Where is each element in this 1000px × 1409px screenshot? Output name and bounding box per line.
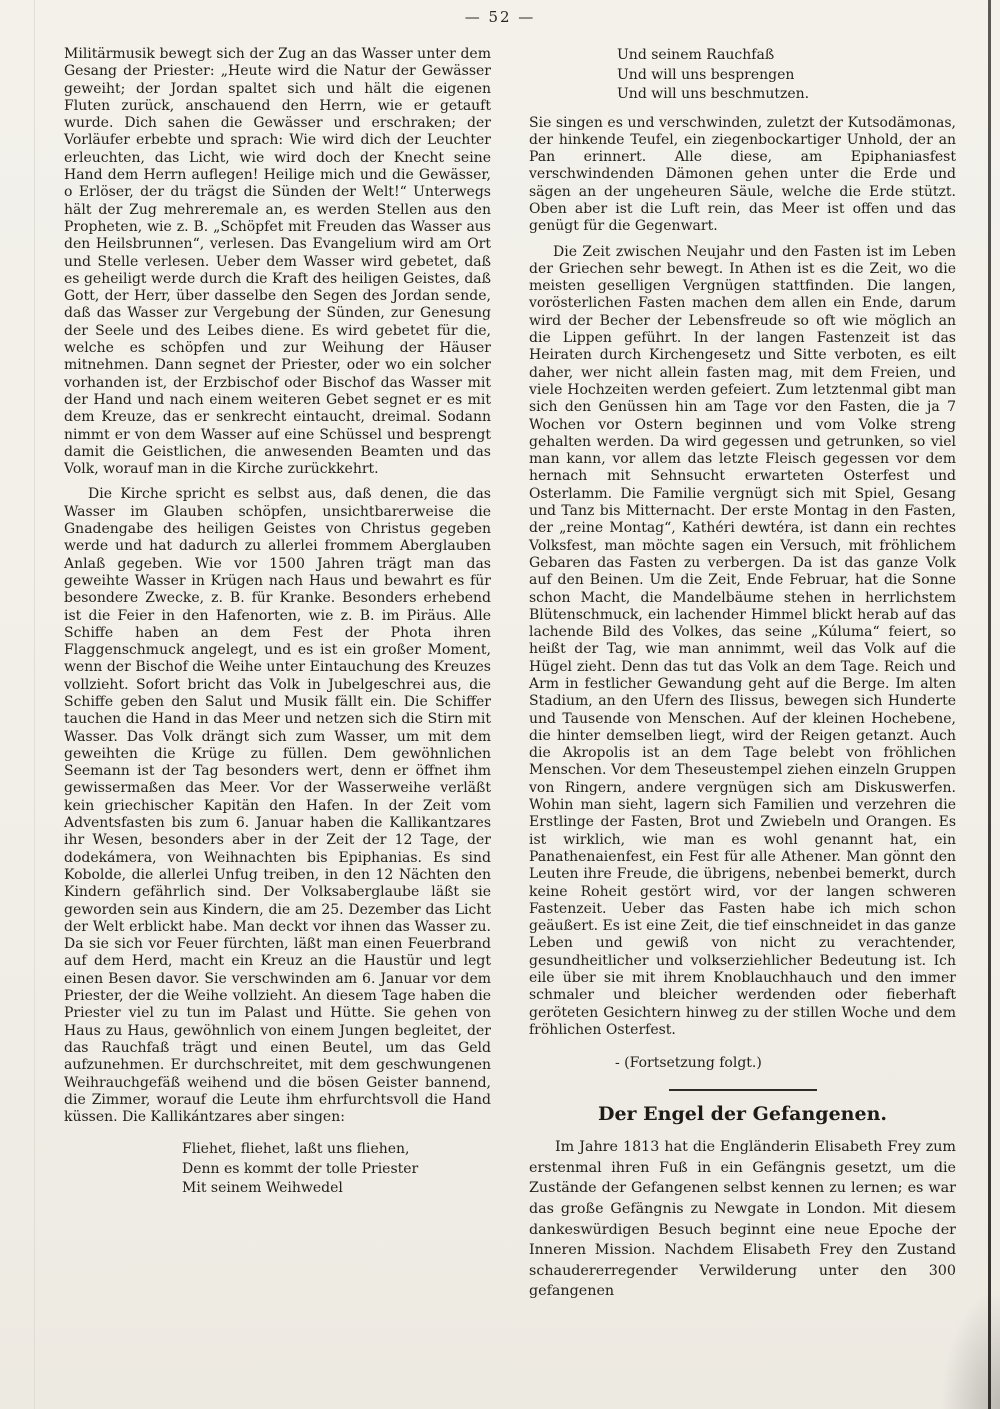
verse-right	[617, 46, 956, 105]
paragraph: Die Kirche spricht es selbst aus, daß denen, die das Wasser im Glauben schöpfen, unsichtbarerweise die Gnadengabe des heiligen Geistes von Christus gegeben werde und hat dadurch zu allerlei frommem Aberglauben Anlaß gegeben. Wie vor 1500 Jahren trägt man das geweihte Wasser in Krügen nach Haus und bewahrt es für besondere Zwecke, z. B. für Kranke. Besonders erhebend ist die Feier in den Hafenorten, wie z. B. im Piräus. Alle Schiffe haben an dem Fest der Phota ihren Flaggenschmuck angelegt, und es ist ein großer Moment, wenn der Bischof die Weihe unter Eintauchung des Kreuzes vollzieht. Sofort bricht das Volk in Jubelgeschrei aus, die Schiffe geben den Salut und Musik fällt ein. Die Schiffer tauchen die Hand in das Meer und netzen sich die Stirn mit Wasser. Das Volk drängt sich zum Wasser, um mit dem geweihten die Krüge zu füllen. Dem gewöhnlichen Seemann ist der Tag besonders wert, denn er öffnet ihm gewissermaßen das Meer. Vor der Wasserweihe verläßt kein griechischer Kapitän den Hafen. In der Zeit vom Adventsfasten bis zum 6. Januar haben die Kallikantzares ihr Wesen, besonders aber in der Zeit der 12 Tage, der dodekámera, von Weihnachten bis Epiphanias. Es sind Kobolde, die allerlei Unfug treiben, in den 12 Nächten den Kindern gefährlich sind. Der Volksaberglaube läßt sie geworden sein aus Kindern, die am 25. Dezember das Licht der Welt erblickt habe. Man deckt vor ihnen das Wasser zu. Da sie sich vor Feuer fürchten, läßt man einen Feuerbrand auf dem Herd, macht ein Kreuz an die Haustür und legt einen Besen davor. Sie verschwinden am 6. Januar vor dem Priester, der die Weihe vollzieht. An diesem Tage haben die Priester viel zu tun im Palast und Hütte. Sie gehen von Haus zu Haus, gewöhnlich von einem Jungen begleitet, der das Rauchfaß trägt und einen Beutel, um das Geld aufzunehmen. Er durchschreitet, mit dem geschwungenen Weihrauchgefäß weihend und die bösen Geister bannend, die Zimmer, worauf die Leute ihm ehrfurchtsvoll die Hand küssen. Die Kallikántzares aber singen:	[64, 486, 491, 1126]
paragraph: Sie singen es und verschwinden, zuletzt der Kutsodämonas, der hinkende Teufel, ein ziegenbockartiger Unhold, der an Pan erinnert. Alle diese, am Epiphaniasfest verschwindenden Dämonen gehen unter die Erde und sägen an der ungeheuren Säule, welche die Erde stützt. Oben aber ist die Luft rein, das Meer ist offen und das genügt für die Gegenwart.	[529, 114, 956, 235]
page-number: — 52 —	[464, 8, 536, 26]
scan-edge-right	[988, 0, 991, 1409]
verse-line: Und seinem Rauchfaß	[617, 47, 775, 63]
scan-corner-shade	[940, 1289, 1000, 1409]
paragraph: Im Jahre 1813 hat die Engländerin Elisabeth Frey zum erstenmal ihren Fuß in ein Gefängnis gesetzt, um die Zustände der Gefangenen selbst kennen zu lernen; es war das große Gefängnis zu Newgate in London. Mit diesem dankeswürdigen Besuch beginnt eine neue Epoche der Inneren Mission. Nachdem Elisabeth Frey den Zustand schaudererregender Verwilderung unter den 300 gefangenen	[529, 1139, 956, 1300]
verse-line: Denn es kommt der tolle Priester	[182, 1160, 419, 1177]
left-column	[64, 46, 491, 1302]
verse-left	[182, 1140, 491, 1199]
verse-line: Und will uns beschmutzen.	[617, 86, 810, 102]
text-columns	[64, 46, 956, 1302]
right-column	[529, 46, 956, 1302]
verse-line: Fliehet, fliehet, laßt uns fliehen,	[182, 1141, 410, 1158]
verse-line: Und will uns besprengen	[617, 66, 795, 83]
continuation-note: - (Fortsetzung folgt.)	[615, 1055, 762, 1072]
paragraph: Die Zeit zwischen Neujahr und den Fasten ist im Leben der Griechen sehr bewegt. In Athen ist es die Zeit, wo die meisten geselligen Vergnügen stattfinden. Die langen, vorösterlichen Fasten machen dem allen ein Ende, darum wird der Becher der Lebensfreude so oft wie möglich an die Lippen geführt. In der langen Fastenzeit ist das Heiraten durch Kirchengesetz und Sitte verboten, es eilt daher, wer nicht allein fasten mag, mit dem Freien, und viele Hochzeiten werden gefeiert. Zum letztenmal gibt man sich den Genüssen hin am Tage vor den Fasten, die ja 7 Wochen vor Ostern beginnen und vom Volke streng gehalten werden. Da wird gegessen und getrunken, so viel man kann, vor allem das letzte Fleisch gegessen vor dem hernach mit Sehnsucht erwarteten Osterfest und Osterlamm. Die Familie vergnügt sich mit Spiel, Gesang und Tanz bis Mitternacht. Der erste Montag in den Fasten, der „reine Montag“, Kathéri dewtéra, ist dann ein rechtes Volksfest, man möchte sagen ein Versuch, mit fröhlichem Gebaren das Fasten zu verbergen. Da ist das ganze Volk auf den Beinen. Um die Zeit, Ende Februar, hat die Sonne schon Macht, die Mandelbäume stehen in herrlichstem Blütenschmuck, ein lachender Himmel blickt herab auf das lachende Bild des Volkes, das seine „Kúluma“ feiert, so heißt der Tag, wie man annimmt, weil das Volk auf die Hügel zieht. Denn das tut das Volk an dem Tage. Reich und Arm in festlicher Gewandung geht auf die Berge. Im alten Stadium, an den Ufern des Ilissus, bewegen sich Hunderte und Tausende von Menschen. Auf der kleinen Hochebene, die hinter demselben liegt, wird der Reigen getanzt. Auch die Akropolis ist an dem Tage belebt von fröhlichen Menschen. Vor dem Theseustempel ziehen einzeln Gruppen von Ringern, andere vergnügen sich am Diskuswerfen. Wohin man sieht, lagern sich Familien und verzehren die Erstlinge der Fasten, Brot und Zwiebeln und Orangen. Es ist wirklich, wie man es wohl genannt hat, ein Panathenaienfest, ein Fest für alle Athener. Man gönnt den Leuten ihre Freude, die übrigens, nebenbei bemerkt, durch keine Roheit gestört wird, vor der langen schweren Fastenzeit. Ueber das Fasten habe ich mich schon geäußert. Es ist eine Zeit, die tief einschneidet in das ganze Leben und gewiß von nicht zu verachtender, gesundheitlicher und volkserziehlicher Bedeutung ist. Ich eile über sie mit ihrem Knoblauchhauch und den immer schmaler und bleicher werdenden oder fieberhaft geröteten Gesichtern hinweg zu der stillen Woche und dem fröhlichen Osterfest.	[529, 243, 956, 1038]
scan-edge-left	[34, 0, 35, 1409]
verse-line: Mit seinem Weihwedel	[182, 1180, 343, 1197]
section-title: Der Engel der Gefangenen.	[597, 1103, 887, 1126]
section-divider	[669, 1089, 817, 1091]
article	[529, 1103, 956, 1302]
paragraph: Militärmusik bewegt sich der Zug an das Wasser unter dem Gesang der Priester: „Heute wird die Natur der Gewässer geweiht; der Jordan spaltet sich und hält die eigenen Fluten zurück, anschauend den Herrn, wie er getauft wurde. Dich sahen die Gewässer und erschraken; der Vorläufer erbebte und sprach: Wie wird dich der Leuchter erleuchten, das Licht, wie wird doch der Knecht seine Hand dem Herrn auflegen! Heilige mich und die Gewässer, o Erlöser, der du trägst die Sünden der Welt!“ Unterwegs hält der Zug mehreremale an, es werden Stellen aus den Propheten, wie z. B. „Schöpfet mit Freuden das Wasser aus den Heilsbrunnen“, verlesen. Das Evangelium wird am Ort und Stelle verlesen. Ueber dem Wasser wird gebetet, daß es geheiligt werde durch die Kraft des heiligen Geistes, daß Gott, der Herr, über dasselbe den Segen des Jordan sende, daß das Wasser zur Vergebung der Sünden, zur Genesung der Seele und des Leibes diene. Es wird gebetet für die, welche es schöpfen und zur Weihung der Häuser mitnehmen. Dann segnet der Priester, oder wo ein solcher vorhanden ist, der Erzbischof oder Bischof das Wasser mit der Hand und nach einem weiteren Gebet segnet er es mit dem Kreuze, das er senkrecht eintaucht, dreimal. Sodann nimmt er von dem Wasser auf eine Schüssel und besprengt damit die Geistlichen, die anwesenden Beamten und das Volk, worauf man in die Kirche zurückkehrt.	[64, 46, 491, 478]
